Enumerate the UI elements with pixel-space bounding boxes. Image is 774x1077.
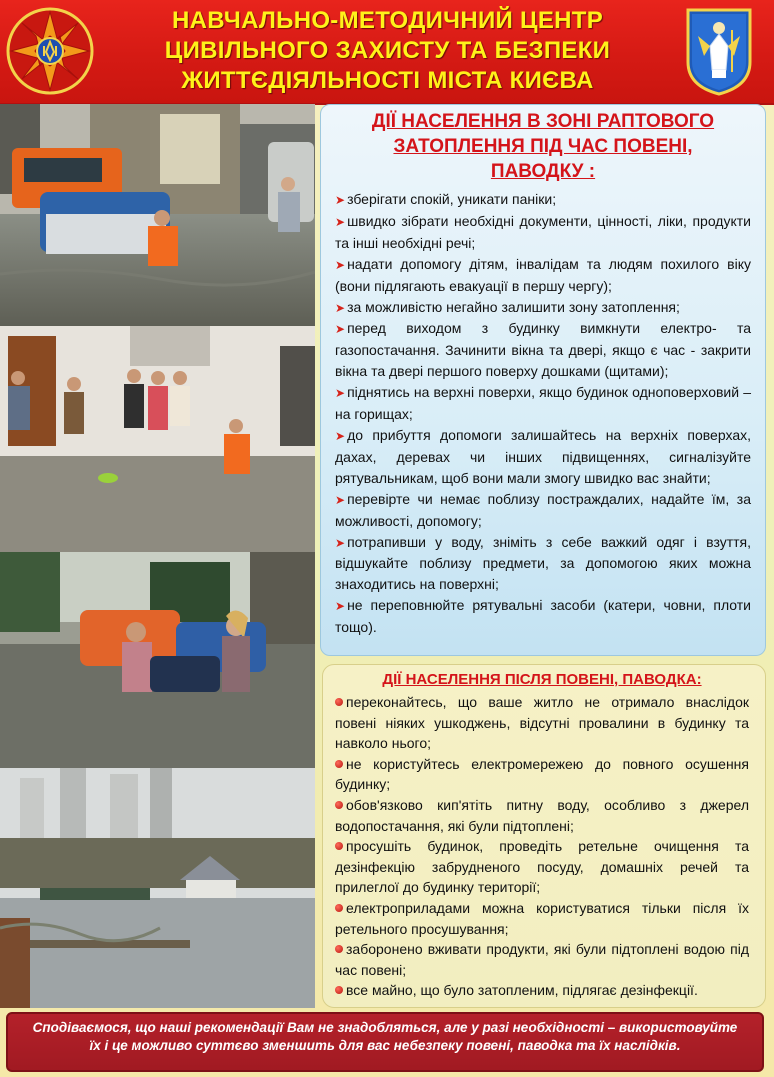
after-flood-title: ДІЇ НАСЕЛЕННЯ ПІСЛЯ ПОВЕНІ, ПАВОДКА: xyxy=(382,671,702,688)
list-item-text: не користуйтесь електромережею до повного осушення будинку; xyxy=(335,755,749,793)
flooded-building-entrance-photo xyxy=(0,326,315,552)
arrow-bullet-icon: ➤ xyxy=(335,599,346,614)
list-item-text: перевірте чи немає поблизу постраждалих, надайте їм, за можливості, допомогу; xyxy=(335,490,751,529)
red-dot-bullet-icon xyxy=(335,801,343,809)
title-line: ЗАТОПЛЕННЯ ПІД ЧАС ПОВЕНІ, xyxy=(393,136,693,157)
list-item-text: все майно, що було затопленим, підлягає дезінфекції. xyxy=(346,982,698,999)
red-dot-bullet-icon xyxy=(335,986,343,994)
list-item xyxy=(335,939,749,980)
after-flood-list xyxy=(335,692,749,1001)
arrow-bullet-icon: ➤ xyxy=(335,193,346,207)
list-item-text: зберігати спокій, уникати паніки; xyxy=(347,191,557,207)
list-item-text: електроприладами можна користуватися тільки після їх ретельного просушування; xyxy=(335,899,749,937)
red-dot-bullet-icon xyxy=(335,760,343,768)
arrow-bullet-icon: ➤ xyxy=(335,492,346,507)
red-dot-bullet-icon xyxy=(335,945,343,953)
arrow-bullet-icon: ➤ xyxy=(335,386,346,401)
list-item xyxy=(335,189,751,211)
list-item-text: надати допомогу дітям, інвалідам та людям похилого віку (вони підлягають евакуації в першу чергу); xyxy=(335,255,751,294)
list-item xyxy=(335,297,751,319)
list-item xyxy=(335,898,749,939)
header-banner xyxy=(0,0,774,105)
header-title-line: ЦИВІЛЬНОГО ЗАХИСТУ ТА БЕЗПЕКИ xyxy=(164,37,611,64)
list-item xyxy=(335,318,751,382)
arrow-bullet-icon: ➤ xyxy=(335,322,346,337)
list-item xyxy=(335,425,751,489)
list-item-text: переконайтесь, що ваше житло не отримало внаслідок повені ніяких ушкоджень, відсутні провалини в будинку та навколо нього; xyxy=(335,694,749,752)
list-item xyxy=(335,795,749,836)
list-item xyxy=(335,836,749,898)
footer-message: Сподіваємося, що наші рекомендації Вам не знадобляться, але у разі необхідності – використовуйте їх і це можливо суттєво зменшить для вас небезпеку повені, паводка та їх наслідків. xyxy=(6,1012,764,1072)
flooded-residential-area-photo xyxy=(0,768,315,1008)
arrow-bullet-icon: ➤ xyxy=(335,214,346,229)
during-flood-title xyxy=(335,109,751,184)
arrow-bullet-icon: ➤ xyxy=(335,257,346,272)
red-dot-bullet-icon xyxy=(335,842,343,850)
list-item xyxy=(335,489,751,532)
arrow-bullet-icon: ➤ xyxy=(335,300,346,315)
after-flood-panel xyxy=(322,664,766,1008)
title-line: ДІЇ НАСЕЛЕННЯ В ЗОНІ РАПТОВОГО xyxy=(371,111,715,132)
list-item xyxy=(335,382,751,425)
list-item-text: обов'язково кип'ятіть питну воду, особливо з джерел водопостачання, які були підтоплені; xyxy=(335,796,749,834)
during-flood-list xyxy=(335,189,751,638)
list-item-text: перед виходом з будинку вимкнути електро- та газопостачання. Зачинити вікна та двері, якщо є час - закрити вікна та двері першого поверху дошками (щитами); xyxy=(335,320,751,380)
list-item-text: за можливістю негайно залишити зону затоплення; xyxy=(347,298,680,315)
flooded-street-cars-photo xyxy=(0,104,315,326)
list-item xyxy=(335,754,749,795)
arrow-bullet-icon: ➤ xyxy=(335,535,346,550)
list-item xyxy=(335,254,751,297)
list-item xyxy=(335,980,749,1001)
list-item-text: до прибуття допомоги залишайтесь на верхніх поверхах, дахах, деревах чи інших підвищеннях, сигналізуйте рятувальникам, щоб вони мали змогу швидко вас знайти; xyxy=(335,426,751,486)
arrow-bullet-icon: ➤ xyxy=(335,428,346,443)
list-item xyxy=(335,211,751,254)
list-item-text: потрапивши у воду, зніміть з себе важкий одяг і взуття, відшукайте поблизу предмети, за допомогою яких можна знаходитись на поверхні; xyxy=(335,533,751,593)
during-flood-panel xyxy=(320,104,766,656)
red-dot-bullet-icon xyxy=(335,904,343,912)
list-item-text: просушіть будинок, проведіть ретельне очищення та дезінфекцію забрудненого посуду, домашніх речей та прилеглої до будинку території; xyxy=(335,838,749,896)
list-item-text: швидко зібрати необхідні документи, цінності, ліки, продукти та інші необхідні речі; xyxy=(335,212,751,251)
civil-protection-emblem-icon xyxy=(6,4,94,98)
list-item-text: не переповнюйте рятувальні засоби (катери, човни, плоти тощо). xyxy=(335,597,751,636)
list-item xyxy=(335,532,751,596)
header-title xyxy=(110,6,665,96)
title-line: ПАВОДКУ : xyxy=(490,161,596,182)
list-item xyxy=(335,595,751,638)
header-title-line: ЖИТТЄДІЯЛЬНОСТІ МІСТА КИЄВА xyxy=(181,67,594,94)
header-title-line: НАВЧАЛЬНО-МЕТОДИЧНИЙ ЦЕНТР xyxy=(171,7,604,34)
red-dot-bullet-icon xyxy=(335,698,343,706)
list-item xyxy=(335,692,749,754)
kyiv-coat-of-arms-icon xyxy=(684,6,754,96)
list-item-text: піднятись на верхні поверхи, якщо будинок одноповерховий – на горищах; xyxy=(335,384,751,423)
list-item-text: заборонено вживати продукти, які були підтоплені водою під час повені; xyxy=(335,941,749,978)
people-wading-flood-photo xyxy=(0,552,315,768)
